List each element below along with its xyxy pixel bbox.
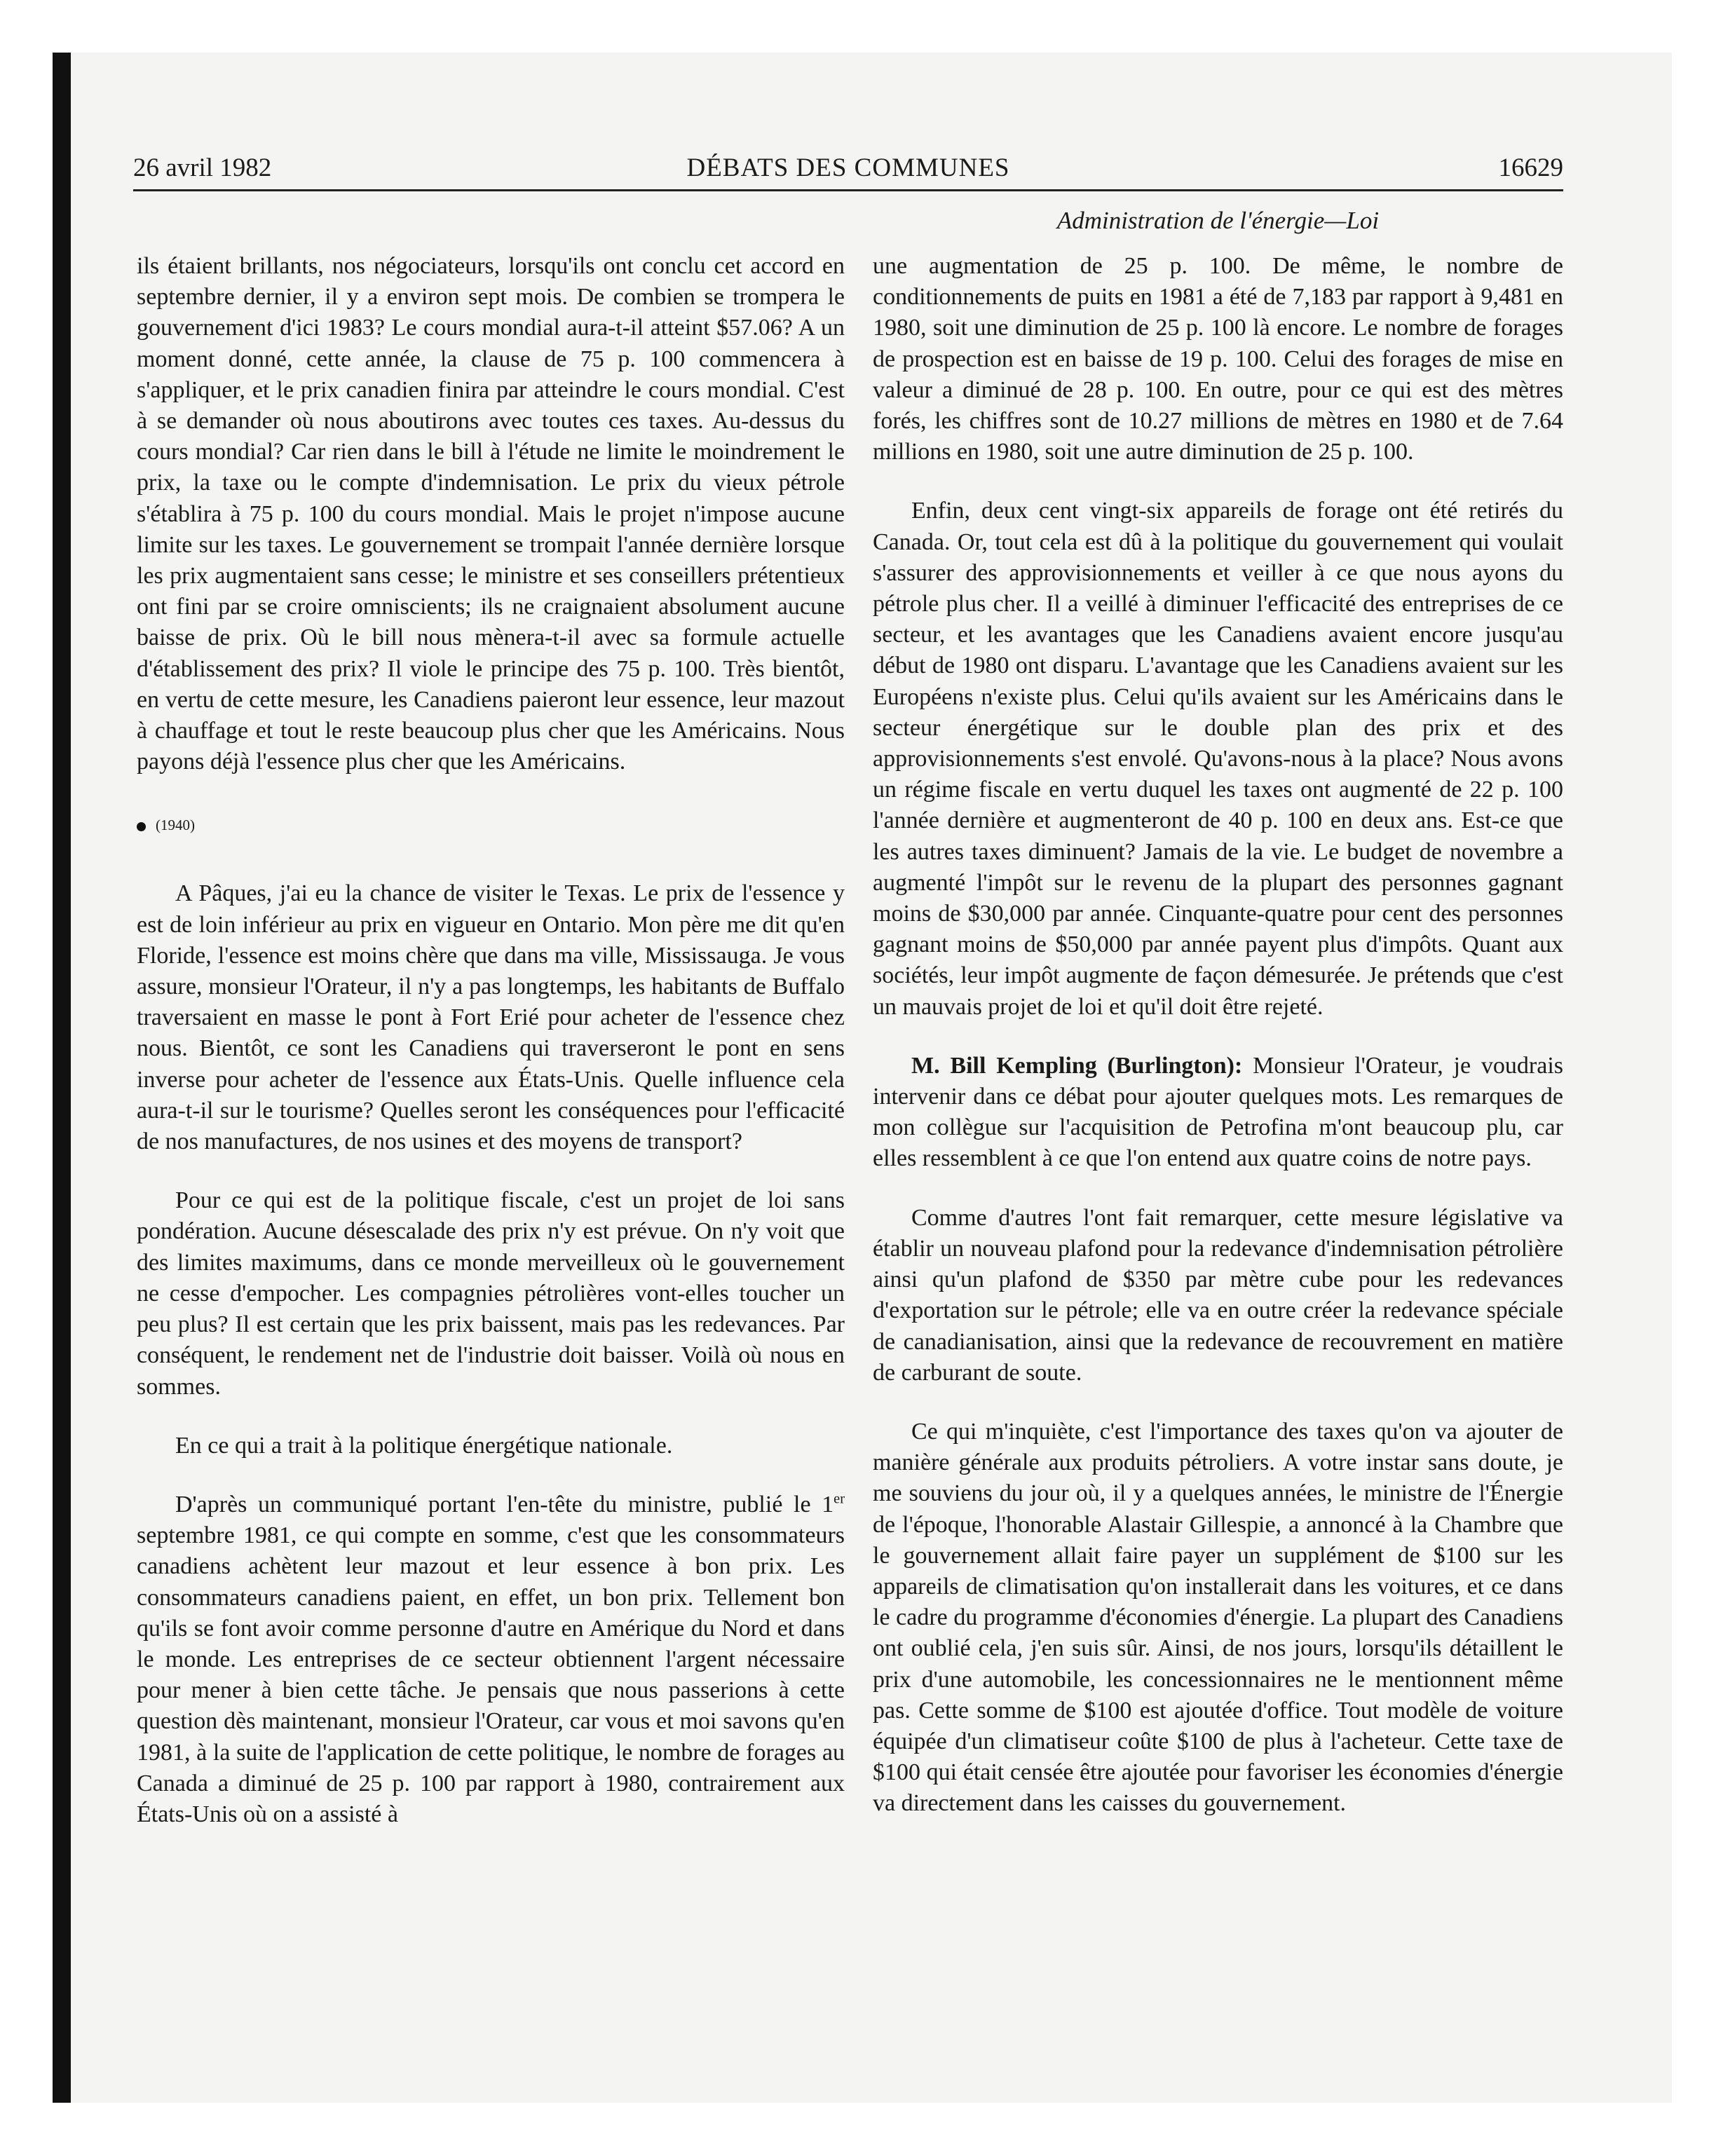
page-number: 16629	[1498, 153, 1563, 182]
left-paragraph-5	[137, 1489, 845, 1830]
left-paragraph-5-start: D'après un communiqué portant l'en-tête du ministre, publié le 1	[175, 1491, 834, 1517]
right-paragraph-3-text: Monsieur l'Orateur, je voudrais intervenir dans ce débat pour ajouter quelques mots. Les remarques de mon collègue sur l'acquisition de Petrofina m'ont beaucoup plu, car elles ressemblent à ce que l'on entend aux quatre coins de notre pays.	[873, 1052, 1563, 1172]
scan-edge-bar	[53, 53, 71, 2103]
left-paragraph-1: ils étaient brillants, nos négociateurs, lorsqu'ils ont conclu cet accord en septembre dernier, il y a environ sept mois. De combien se trompera le gouvernement d'ici 1983? Le cours mondial aura-t-il atteint $57.06? A un moment donné, cette année, la clause de 75 p. 100 commencera à s'appliquer, et le prix canadien finira par atteindre le cours mondial. C'est à se demander où nous aboutirons avec toutes ces taxes. Au-dessus du cours mondial? Car rien dans le bill à l'étude ne limite le moindrement le prix, la taxe ou le compte d'indemnisation. Le prix du vieux pétrole s'établira à 75 p. 100 du cours mondial. Mais le projet n'impose aucune limite sur les taxes. Le gouvernement se trompait l'année dernière lorsque les prix augmentaient sans cesse; le ministre et ses conseillers prétentieux ont fini par se croire omniscients; ils ne craignaient absolument aucune baisse de prix. Où le bill nous mènera-t-il avec sa formule actuelle d'établissement des prix? Il viole le principe des 75 p. 100. Très bientôt, en vertu de cette mesure, les Canadiens paieront leur essence, leur mazout à chauffage et tout le reste beaucoup plus cher que les Américains. Nous payons déjà l'essence plus cher que les Américains.	[137, 253, 845, 775]
running-head: Administration de l'énergie—Loi	[1056, 207, 1380, 234]
header-title: DÉBATS DES COMMUNES	[686, 153, 1010, 182]
left-paragraph-3: Pour ce qui est de la politique fiscale, c'est un projet de loi sans pondération. Aucune désescalade des prix n'y est prévue. On n'y voit que des limites maximums, dans ce monde merveilleux où le gouvernement ne cesse d'empocher. Les compagnies pétrolières vont-elles toucher un peu plus? Il est certain que les prix baissent, mais pas les redevances. Par conséquent, le rendement net de l'industrie doit baisser. Voilà où nous en sommes.	[137, 1187, 845, 1400]
ordinal-superscript: er	[834, 1491, 845, 1507]
time-marker	[137, 811, 845, 839]
page-header	[133, 149, 1563, 188]
left-paragraph-5-rest: septembre 1981, ce qui compte en somme, c'est que les consommateurs canadiens achètent leur mazout et leur essence à bon prix. Les consommateurs canadiens paient, en effet, un bon prix. Tellement bon qu'ils se font avoir comme personne d'autre en Amérique du Nord et dans le monde. Les entreprises de ce secteur obtiennent l'argent nécessaire pour mener à bien cette tâche. Je pensais que nous passerions à cette question dès maintenant, monsieur l'Orateur, car vous et moi savons qu'en 1981, à la suite de l'application de cette politique, le nombre de forages au Canada a diminué de 25 p. 100 par rapport à 1980, contrairement aux États-Unis où on a assisté à	[137, 1522, 845, 1827]
right-paragraph-3	[873, 1051, 1563, 1175]
speaker-name: M. Bill Kempling (Burlington):	[911, 1052, 1243, 1079]
right-paragraph-1: une augmentation de 25 p. 100. De même, le nombre de conditionnements de puits en 1981 a été de 7,183 par rapport à 9,481 en 1980, soit une diminution de 25 p. 100 là encore. Le nombre de forages de prospection est en baisse de 19 p. 100. Celui des forages de mise en valeur a diminué de 28 p. 100. En outre, pour ce qui est des mètres forés, les chiffres sont de 10.27 millions de mètres en 1980 et de 7.64 millions en 1980, soit une autre diminution de 25 p. 100.	[873, 253, 1563, 465]
right-paragraph-4: Comme d'autres l'ont fait remarquer, cette mesure législative va établir un nouveau plafond pour la redevance d'indemnisation pétrolière ainsi qu'un plafond de $350 par mètre cube pour les redevances d'exportation sur le pétrole; elle va en outre créer la redevance spéciale de canadianisation, ainsi que la redevance de recouvrement en matière de carburant de soute.	[873, 1204, 1563, 1386]
right-paragraph-2: Enfin, deux cent vingt-six appareils de forage ont été retirés du Canada. Or, tout cela est dû à la politique du gouvernement qui voulait s'assurer des approvisionnements et veiller à ce que nous ayons du pétrole plus cher. Il a veillé à diminuer l'efficacité des entreprises de ce secteur, et les avantages que les Canadiens avaient encore jusqu'au début de 1980 ont disparu. L'avantage que les Canadiens avaient sur les Européens n'existe plus. Celui qu'ils avaient sur les Américains dans le secteur énergétique sur le double plan des prix et des approvisionnements s'est envolé. Qu'avons-nous à la place? Nous avons un régime fiscale en vertu duquel les taxes ont augmenté de 22 p. 100 l'année dernière et augmenteront de 40 p. 100 en deux ans. Est-ce que les autres taxes diminuent? Jamais de la vie. Le budget de novembre a augmenté l'impôt sur le revenu de la plupart des personnes gagnant moins de $30,000 par année. Cinquante-quatre pour cent des personnes gagnant moins de $50,000 par année payent plus d'impôts. Quant aux sociétés, leur impôt augmente de façon démesurée. Je prétends que c'est un mauvais projet de loi et qu'il doit être rejeté.	[873, 498, 1563, 1020]
right-paragraph-5: Ce qui m'inquiète, c'est l'importance des taxes qu'on va ajouter de manière générale aux produits pétroliers. A votre instar sans doute, je me souviens du jour où, il y a quelques années, le ministre de l'Énergie de l'époque, l'honorable Alastair Gillespie, a annoncé à la Chambre que le gouvernement allait faire payer un supplément de $100 sur les appareils de climatisation qu'on installerait dans les voitures, et ce dans le cadre du programme d'économies d'énergie. La plupart des Canadiens ont oublié cela, j'en suis sûr. Ainsi, de nos jours, lorsqu'ils détaillent le prix d'une automobile, les concessionnaires ne le mentionnent même pas. Cette somme de $100 est ajoutée d'office. Tout modèle de voiture équipée d'un climatiseur coûte $100 de plus à l'acheteur. Cette taxe de $100 qui était censée être ajoutée pour favoriser les économies d'énergie va directement dans les caisses du gouvernement.	[873, 1418, 1563, 1817]
header-rule	[133, 189, 1563, 191]
left-paragraph-4: En ce qui a trait à la politique énergétique nationale.	[175, 1432, 673, 1459]
header-date: 26 avril 1982	[133, 153, 272, 182]
bullet-icon	[137, 822, 146, 831]
left-paragraph-2: A Pâques, j'ai eu la chance de visiter le Texas. Le prix de l'essence y est de loin inférieur au prix en vigueur en Ontario. Mon père me dit qu'en Floride, l'essence est moins chère que dans ma ville, Mississauga. Je vous assure, monsieur l'Orateur, il n'y a pas longtemps, les habitants de Buffalo traversaient en masse le pont à Fort Erié pour acheter de l'essence chez nous. Bientôt, ce sont les Canadiens qui traverseront le pont en sens inverse pour acheter de l'essence aux États-Unis. Quelle influence cela aura-t-il sur le tourisme? Quelles seront les conséquences pour l'efficacité de nos manufactures, de nos usines et des moyens de transport?	[137, 880, 845, 1155]
time-marker-text: (1940)	[156, 817, 195, 834]
left-column	[137, 251, 845, 1830]
right-column	[873, 251, 1563, 1820]
